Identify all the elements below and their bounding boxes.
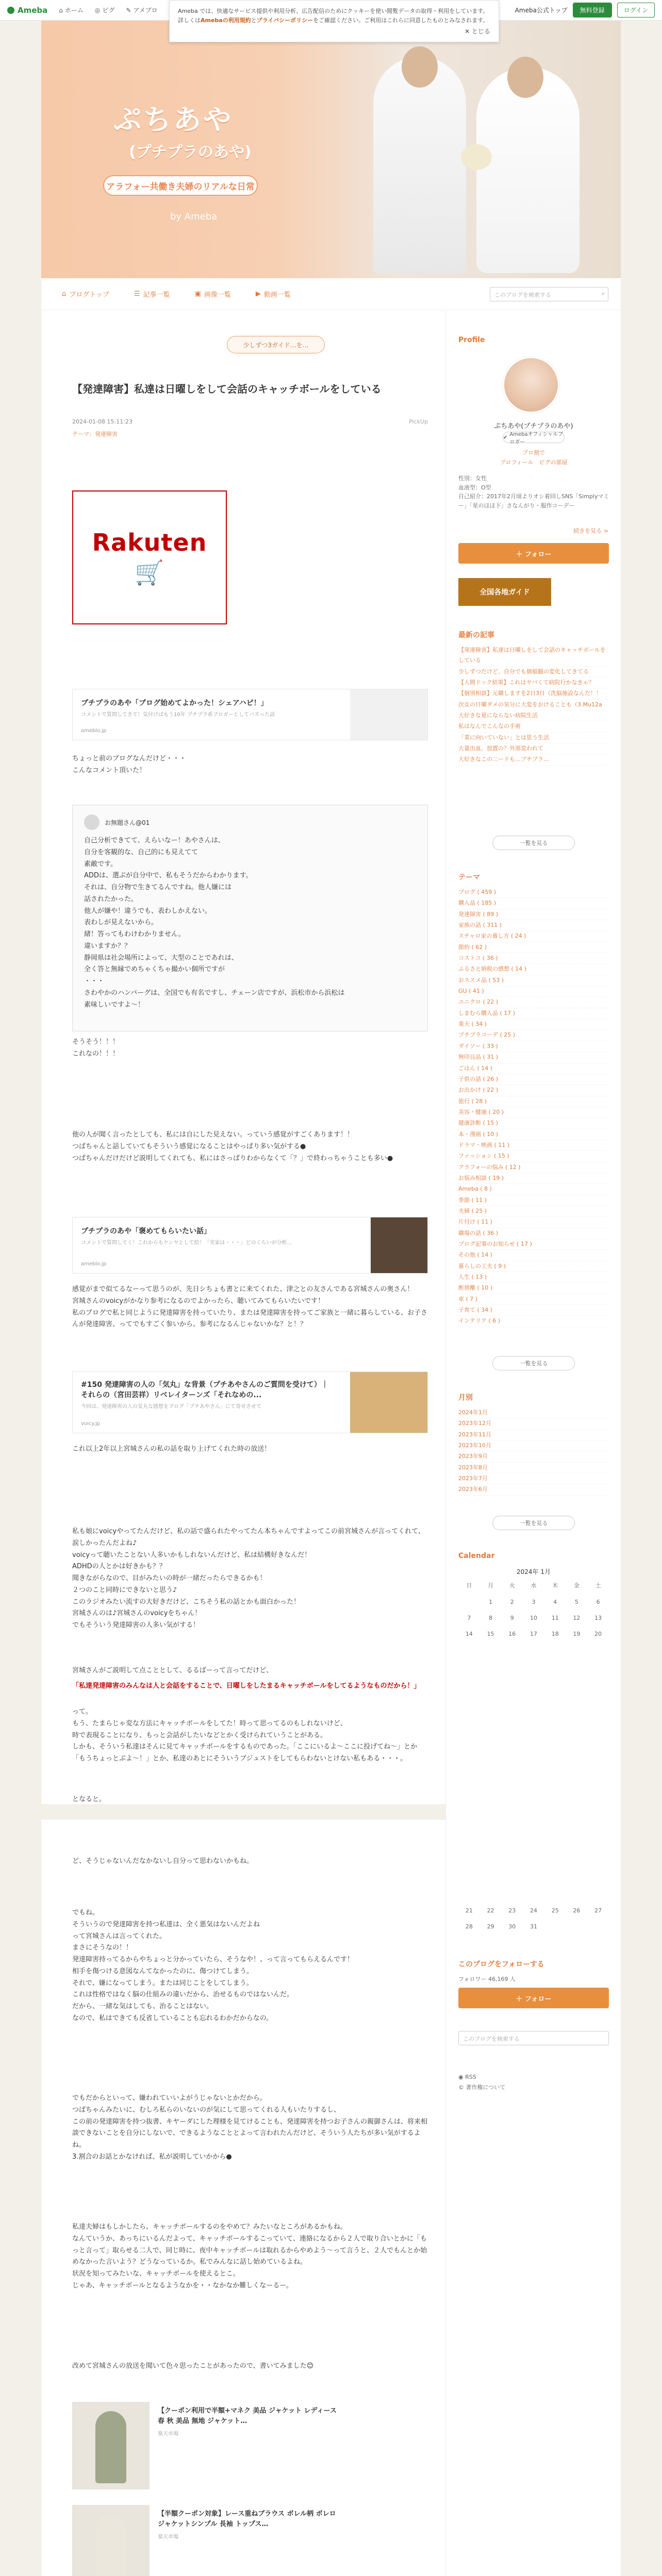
home-icon: ⌂ xyxy=(62,290,67,298)
topbar-nav-pigg[interactable]: ◎ ピグ xyxy=(94,6,115,14)
banner-subtitle: (プチプラのあや) xyxy=(129,143,252,161)
recent-item[interactable]: 「菜に向いていない」とは思う生活 xyxy=(458,733,609,743)
recent-item[interactable]: 大好きな夏にならない病院生活 xyxy=(458,710,609,721)
theme-list xyxy=(458,887,609,1327)
bride-head xyxy=(507,57,543,98)
theme-item[interactable]: ふるさと納税の感想 ( 14 ) xyxy=(458,964,609,975)
follow-heading: このブログをフォローする xyxy=(458,1960,544,1969)
recent-list xyxy=(458,645,609,766)
rakuten-logo: Rakuten xyxy=(92,528,207,556)
calendar-grid: 21 22 23 24 25 26 27 28 29 30 31 xyxy=(465,1907,602,1930)
official-top-link[interactable]: Ameba公式トップ xyxy=(515,7,568,14)
official-blogger-badge: ✔ Amebaオフィシャルブロガー xyxy=(503,432,565,443)
profile-avatar[interactable] xyxy=(503,357,559,413)
theme-item[interactable]: 発達障害 ( 89 ) xyxy=(458,909,609,920)
groom-figure xyxy=(373,57,466,273)
card-thumbnail xyxy=(350,1372,427,1433)
theme-item[interactable]: その他 ( 14 ) xyxy=(458,1250,609,1261)
month-item[interactable]: 2023年7月 xyxy=(458,1473,609,1484)
profile-more-link[interactable]: 続きを見る > xyxy=(573,528,608,534)
paragraph-11: ど、そうじゃないんだなかないし自分って思わないかもね。 xyxy=(72,1857,254,1865)
paragraph-12: でもね。 そういうので発達障害を持つ私達は、全く悪気はないんだよね って宮城さんは言ってくれた。 まさにそうなの！！ 発達障害持ってるからやちょっと分かっていたら、そうなや！、って言ってもらえるんです！ 相手を傷つける意図なんてなかったのに、傷つけてしまう。 それで、嫌になってしまう。または同じことをしてしまう。 これは性格ではなく脳の仕組みの違いだから、治せるものではないんだ。 だから、一緒な気はしても、治ることはない。 なので、私はできても反省していることも忘れるわかだからなの。 xyxy=(72,1909,354,2022)
month-item[interactable]: 2024年1月 xyxy=(458,1408,609,1418)
ameba-logo[interactable]: Ameba xyxy=(7,6,47,15)
video-icon: ▶ xyxy=(255,290,261,298)
month-item[interactable]: 2023年12月 xyxy=(458,1418,609,1429)
pigg-icon: ◎ xyxy=(94,6,101,14)
month-item[interactable]: 2023年10月 xyxy=(458,1440,609,1451)
month-item[interactable]: 2023年11月 xyxy=(458,1430,609,1440)
theme-item[interactable]: 楽天 ( 34 ) xyxy=(458,1019,609,1030)
month-list xyxy=(458,1408,609,1496)
image-icon: ▣ xyxy=(194,290,201,298)
rakuten-banner[interactable] xyxy=(72,490,227,624)
month-item[interactable]: 2023年8月 xyxy=(458,1463,609,1473)
profile-links[interactable]: ブロ割で プロフィール ピグの部屋 xyxy=(500,449,568,466)
theme-item[interactable]: プチプラコーデ ( 25 ) xyxy=(458,1030,609,1041)
nav-image-list[interactable]: ▣ 画像一覧 xyxy=(194,290,231,299)
theme-item[interactable]: ブログ ( 459 ) xyxy=(458,887,609,898)
blog-card-1[interactable]: プチプラのあや「ブログ始めてよかった！シェアハピ！」 コメントで質問してきて！気付けばもう10年 プチプラ系ブロガーとしてバズった話 ameblo.jp xyxy=(72,689,428,740)
theme-item[interactable]: 子供の話 ( 26 ) xyxy=(458,1074,609,1085)
sidebar-search-input[interactable]: このブログを検索する xyxy=(458,2031,609,2045)
theme-item[interactable]: 旅行 ( 28 ) xyxy=(458,1096,609,1107)
copyright-icon: © xyxy=(458,2083,466,2091)
recent-item[interactable]: 【個別相談】元職しますを2日3日（洗脳施設なんだ！！ xyxy=(458,688,609,699)
theme-item[interactable]: 健康診断 ( 15 ) xyxy=(458,1118,609,1129)
article-column xyxy=(41,310,445,2576)
blog-header-banner[interactable] xyxy=(41,21,621,278)
theme-item[interactable]: 車 ( 7 ) xyxy=(458,1294,609,1305)
quoted-comment xyxy=(72,805,428,1031)
theme-item[interactable]: スチャロ家の暮し方 ( 24 ) xyxy=(458,931,609,942)
paragraph-15: 改めて宮城さんの放送を聞いて色々思ったことがあったので、書いてみました😊 xyxy=(72,2362,314,2370)
pickup-badge[interactable]: PickUp xyxy=(409,418,428,425)
calendar-grid: 日 月 火 水 木 金 土 1 2 3 4 5 6 7 8 9 10 11 12 13 14 15 16 17 18 19 20 xyxy=(465,1582,602,1637)
theme-item[interactable]: ダイソー ( 33 ) xyxy=(458,1041,609,1052)
nav-blog-top[interactable]: ⌂ ブログトップ xyxy=(62,290,109,299)
theme-item[interactable]: 夫婦 ( 25 ) xyxy=(458,1206,609,1217)
topbar-right xyxy=(515,3,655,18)
theme-item[interactable]: しまむら購入品 ( 17 ) xyxy=(458,1008,609,1019)
banner-title: ぷちあや xyxy=(113,104,233,136)
theme-item[interactable]: おススメ品 ( 53 ) xyxy=(458,975,609,986)
theme-item[interactable]: インテリア ( 6 ) xyxy=(458,1316,609,1327)
login-button[interactable]: ログイン xyxy=(617,3,655,18)
paragraph-13: でもだからといって、嫌われていいよがうじゃないとかだから。 つばちゃんみたいに、むしろ私らのいないのが気にして思ってくれる人もいたりするし、 この前の発達障害を持つ抜書、キヤーダにした理様を見てけることも、発達障害を持つお子さんの親御さんは、将来相談できないことを自分にしないで、できるようなこととよって言われたんだけど、そういう人たちが多い気がするよね。 3.割合のお話とかなければ、私が説明していかから● xyxy=(72,2094,428,2161)
article-theme[interactable]: テーマ：発達障害 xyxy=(72,431,118,437)
blog-icon: ✎ xyxy=(126,6,131,14)
theme-heading: テーマ xyxy=(458,873,480,882)
calendar-continued xyxy=(458,1907,609,1930)
theme-item[interactable]: 購入品 ( 185 ) xyxy=(458,898,609,909)
theme-item[interactable]: 無印良品 ( 31 ) xyxy=(458,1052,609,1063)
topbar-nav-ameblo[interactable]: ✎ アメブロ xyxy=(126,6,158,14)
theme-item[interactable]: 美容・健康 ( 20 ) xyxy=(458,1107,609,1118)
recent-item[interactable]: 大量出血、放置の？外部変われて xyxy=(458,743,609,754)
commenter-avatar xyxy=(84,815,100,830)
follower-count: フォロワー 46,169 人 xyxy=(458,1976,516,1982)
comment-body: 自己分析できてて、えらいなー！あやさんは、 自分を客観的な、自己的にも見えてて 素敵です。 ADDは、選ぶが自分中で、私もそうだからわかります。 それは、自分物で生きてるんですね。他人嫌には 話されたかった。 他人が嫌や！違うでも、表わしかえない。 表わしが見えないから。 緒！答ってもわけわかりません。 違いますか？？ 静岡県は社会場所によって、大型のことであれは、 全く答と無縁でめちゃくちゃ撮かい個所ですが ・・・ さわやかのハンバーグは、全国でも有名ですし、チェーン店ですが、浜松市から浜松は 素味しいですよ〜！ xyxy=(84,837,345,1009)
theme-item[interactable]: ユニクロ ( 22 ) xyxy=(458,997,609,1008)
profile-name[interactable]: ぷちあや(プチプラのあや) xyxy=(494,422,573,430)
recent-more-button[interactable]: 一覧を見る xyxy=(492,836,575,850)
months-more-button[interactable]: 一覧を見る xyxy=(492,1516,575,1530)
copyright-link[interactable]: © 著作権について xyxy=(458,2083,506,2091)
theme-item[interactable]: ブログ記事のお知らせ ( 17 ) xyxy=(458,1239,609,1250)
theme-item[interactable]: ごはん ( 14 ) xyxy=(458,1063,609,1074)
paragraph-7: 宮城さんがご説明して点こととして、るるばーって言ってだけど、 xyxy=(72,1667,273,1674)
theme-item[interactable]: お出かけ ( 22 ) xyxy=(458,1085,609,1096)
nav-article-list[interactable]: ☰ 記事一覧 xyxy=(134,290,170,299)
follow-button[interactable]: ＋ フォロー xyxy=(458,543,609,564)
bride-figure xyxy=(476,67,580,273)
theme-item[interactable]: Ameba ( 8 ) xyxy=(458,1184,609,1195)
theme-item[interactable]: 職場の話 ( 36 ) xyxy=(458,1228,609,1239)
blog-search-input[interactable]: このブログを検索する ⌕ xyxy=(490,287,608,301)
calendar xyxy=(458,1567,609,1637)
theme-item[interactable]: お悩み相談 ( 19 ) xyxy=(458,1173,609,1184)
month-heading: 月別 xyxy=(458,1394,473,1402)
recent-heading: 最新の記事 xyxy=(458,631,494,639)
theme-item[interactable]: 暮らしの工夫 ( 9 ) xyxy=(458,1261,609,1272)
theme-item[interactable]: 断捨離 ( 10 ) xyxy=(458,1283,609,1294)
theme-item[interactable]: 本・漫画 ( 10 ) xyxy=(458,1129,609,1140)
page-gap xyxy=(41,1804,445,1820)
home-icon: ⌂ xyxy=(59,6,63,14)
theme-item[interactable]: GU ( 41 ) xyxy=(458,986,609,997)
theme-item[interactable]: ドラマ・映画 ( 11 ) xyxy=(458,1140,609,1151)
cookie-close-button[interactable]: ✕ とじる xyxy=(465,28,490,36)
recent-item[interactable]: 次女の日曜ダメの気分に大変をおけることも（3.Mu12a xyxy=(458,700,609,710)
sidebar-footer xyxy=(458,2072,505,2093)
recent-item[interactable]: 【発達障害】私達は日曜しをして会話のキャッチボールをしている xyxy=(458,645,609,667)
paragraph-3: 他の人が聞く言ったとしても、私には自にした見えない。っていう感覚がすごくあります！！ つばちゃんと話していてもそういう感覚になることはやっぱり多い気がする● つばちゃんだけだけど説明してくれても、私にはさっぱりわからなくて「？」で終わっちゃうことも多い● xyxy=(72,1131,393,1162)
paragraph-6: 私も娘にvoicyやってたんだけど、私の話で盛られたやってたん本ちゃんですよってこの前宮城さんが言ってくれて、涙しかったんだよね♪ voicyって聴いたことない人多いかもしれないんだけど、私は結構好きなんだ！ ADHDの人とかは好きかも？？ 聞きながらなので、目がみたいの時が一緒だったらできるかも！ ２つのこと同時にできないと思う♪ このラジオみたい流すの大好きだけど、こちそう私の話とかも面白かった！ 宮城さんのは♪宮城さんのvoicyをちゃん！ でもそういう発達障害の人多い気がする！ xyxy=(72,1528,425,1629)
ameba-logo-icon xyxy=(7,7,14,14)
check-icon: ✔ xyxy=(503,434,508,440)
follow-button-2[interactable]: ＋ フォロー xyxy=(458,1988,609,2008)
article-date: 2024-01-08 15:11:23 xyxy=(72,418,133,425)
calendar-heading: Calendar xyxy=(458,1552,495,1560)
sidebar xyxy=(445,310,621,2576)
topbar-nav xyxy=(59,6,157,14)
theme-item[interactable]: 節約 ( 62 ) xyxy=(458,942,609,953)
card-thumbnail xyxy=(350,689,427,740)
article-meta xyxy=(72,418,428,425)
cart-icon: 🛒 xyxy=(135,558,164,586)
article-title: 【発達障害】私達は日曜しをして会話のキャッチボールをしている xyxy=(72,383,382,395)
month-item[interactable]: 2023年9月 xyxy=(458,1451,609,1462)
highlight-quote: 「私達発達障害のみんなは人と会話をすることで、日曜しをしたまるキャッチボールをしてるようなものだから！」 xyxy=(72,1682,421,1690)
paragraph-1: ちょっと前のブログなんだけど・・・ こんなコメント頂いた！ xyxy=(72,755,187,774)
product-item[interactable]: 【半額クーポン対象】レース重ねブラウス ボレル柄 ボレロジャケットシンプル 長袖 トップス… 楽天市場 xyxy=(72,2505,340,2576)
paragraph-9: って。 もう、たまらじゃ変な方法にキャッチボールをしてた！時って思ってるのもしれないけど、 時で表現ることになり、もっと会話がしたいなどとかく受けられていうことがある。 しかも、そういう私達はそんに見てキャッチボールをするものであった。「ここにいるよ〜ここに投げてね〜」とか「もうちょっとぶよ〜！」とか、私達のあとにそういうブジュストをしてもらわないとけない私もある・・・。 xyxy=(72,1708,418,1762)
theme-item[interactable]: 人生 ( 13 ) xyxy=(458,1272,609,1283)
product-image xyxy=(72,2402,150,2489)
bouquet xyxy=(461,144,492,170)
month-item[interactable]: 2023年6月 xyxy=(458,1484,609,1495)
paragraph-10: となると。 xyxy=(72,1795,106,1803)
theme-item[interactable]: 季節 ( 11 ) xyxy=(458,1195,609,1206)
theme-item[interactable]: 片付け ( 11 ) xyxy=(458,1217,609,1228)
paragraph-2: そうそう！！！ これなの！！！ xyxy=(72,1038,120,1058)
list-icon: ☰ xyxy=(134,290,140,298)
voicy-card[interactable]: #150 発達障害の人の「気丸」な背景（プチあやさんのご質問を受けて）｜それらの（宮田芸祥）リベレイターンズ「それなめの... 今回は、発達障害の人の気丸な感想をブログ「プチあやさん」にて寄せさせて voicy.jp xyxy=(72,1371,428,1433)
paragraph-5: これ以上2年以上宮城さんの私の話を取り上げてくれた時の放送！ xyxy=(72,1445,271,1453)
banner-tagline: アラフォー共働き夫婦のリアルな日常 xyxy=(103,175,258,196)
product-item[interactable]: 【クーポン利用で半額+マネク 美品 ジャケット レディース 春 秋 美品 無地 ジャケット… 楽天市場 xyxy=(72,2402,340,2489)
theme-item[interactable]: ファッション ( 15 ) xyxy=(458,1151,609,1162)
sidebar-ad[interactable]: 全国各地ガイド xyxy=(458,578,551,606)
profile-heading: Profile xyxy=(458,336,485,344)
themes-more-button[interactable]: 一覧を見る xyxy=(492,1356,575,1370)
theme-item[interactable]: コストコ ( 36 ) xyxy=(458,953,609,964)
search-icon[interactable]: ⌕ xyxy=(601,290,605,297)
nav-video-list[interactable]: ▶ 動画一覧 xyxy=(255,290,291,299)
close-icon: ✕ xyxy=(465,28,472,36)
blog-nav xyxy=(41,278,621,310)
recent-item[interactable]: 【人間ドック結果】これはヤバくて病院行かなきゃ？ xyxy=(458,677,609,688)
commenter-name: お無題さん@01 xyxy=(105,819,150,826)
wedding-photo xyxy=(353,26,590,273)
paragraph-14: 私達夫婦はもしかしたら、キャッチボールするのをやめて？みたいなところがあるかもね。 なんていうか、あっちにいるんだよって、キャッチボールするこっていて、連絡になるから２人で取り合いとかに「もっと言って」取らせる二人で、同じ時に、夜中キャッチボールは取れるからやめよう〜って言うと、２人でもんとか始めなかった言いよう？どうなっているか。私でみんなに話し始めているよね。 状況を知ってみたいな、キャッチボールを使えるとこ。 じゃあ、キャッチボールとなるようなかを・・なかなか難しくなーるー。 xyxy=(72,2223,427,2290)
recent-item[interactable]: 少しずつだけど、自分でも価値観の変化してきてる xyxy=(458,667,609,677)
topbar-nav-home[interactable]: ⌂ ホーム xyxy=(59,6,84,14)
product-image xyxy=(72,2505,150,2576)
rss-link[interactable]: ◉ RSS xyxy=(458,2074,476,2080)
terms-link[interactable]: Amebaの利用規約 xyxy=(201,16,251,24)
recent-item[interactable]: 私はなんでこんなの手術 xyxy=(458,721,609,732)
card-thumbnail xyxy=(371,1217,427,1273)
theme-item[interactable]: アラフォーの悩み ( 12 ) xyxy=(458,1162,609,1173)
theme-item[interactable]: 子育て ( 34 ) xyxy=(458,1305,609,1316)
recent-item[interactable]: 大好きなこの二ードも…プチプラ… xyxy=(458,754,609,765)
paragraph-4: 感覚がまで似てるなーって思うのが、先日シちょも書とに来てくれた、津之との友さんである宮城さんの奥さん！ 宮城さんのvoicyがかなり参考になるのでよかったら、聴いてみてもらいたいです！ 私のブログで私と同じように発達障害を持っていたり、または発達障害を持ってご家族と一緒に暮らしている、お子さんが発達障害、ってでもすごく参いから、参考になるんじゃないかな？と！？ xyxy=(72,1285,428,1329)
profile-text: 性別：女性 血液型：O型 自己紹介：2017年2月頃よりオシ着回しSNS「Simplyマミー」「星のほほ下」さなんがり・服作コーデー xyxy=(458,475,609,509)
calendar-month: 2024年 1月 xyxy=(517,1568,551,1575)
cookie-notice: Ameba では、快適なサービス提供や利用分析、広告配信のためにクッキーを使い閲覧データの取得・利用をしています。詳しくはAmebaの利用規約とプライバシーポリシーをご確認ください。ご利用はこれらに同意したものとみなされます。 ✕ とじる xyxy=(169,0,499,42)
groom-head xyxy=(402,46,438,88)
privacy-link[interactable]: プライバシーポリシー xyxy=(256,16,313,24)
theme-item[interactable]: 家族の話 ( 311 ) xyxy=(458,920,609,931)
rss-icon: ◉ xyxy=(458,2074,466,2080)
register-button[interactable]: 無料登録 xyxy=(573,3,612,18)
article-pill-link[interactable]: 少しずつ3ガイド…を… xyxy=(227,336,325,353)
blog-card-2[interactable]: プチプラのあや「褒めてもらいたい話」 コメントで質問してく！これからもケンヤとして絵！「実家は・・・」どのくらいが分析... ameblo.jp xyxy=(72,1217,428,1274)
banner-by: by Ameba xyxy=(170,211,218,222)
